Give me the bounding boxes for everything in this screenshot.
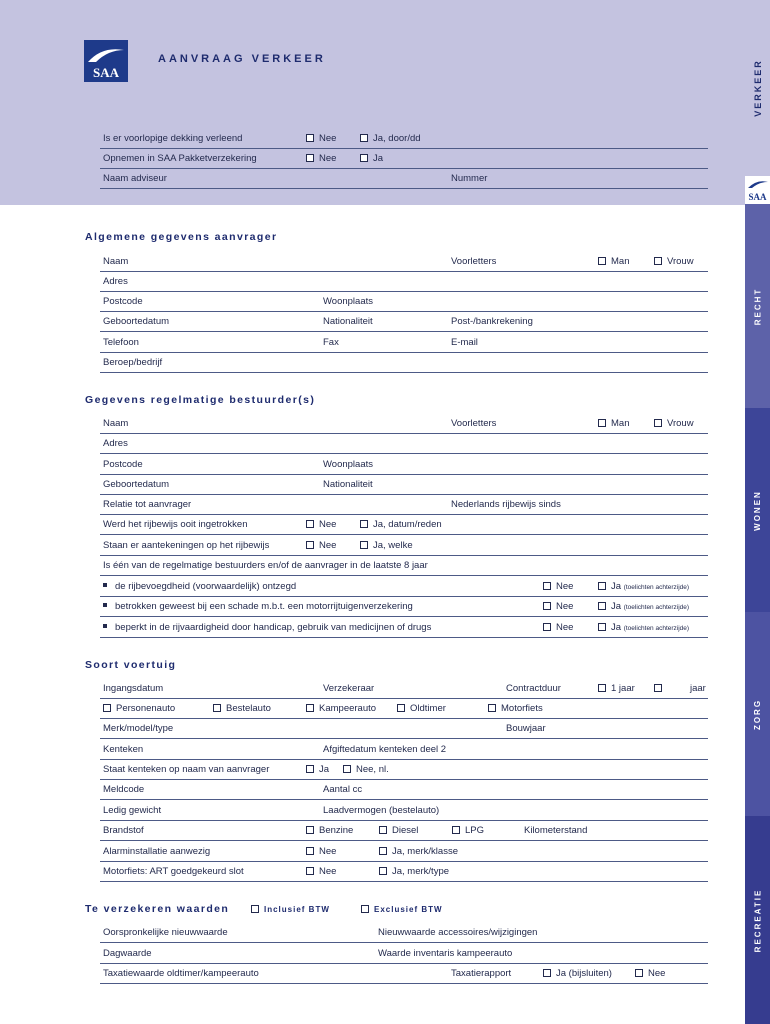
form-row-geboortedatum[interactable]: Geboortedatum Nationaliteit [100, 475, 708, 495]
form-row-art-slot[interactable]: Motorfiets: ART goedgekeurd slot Nee Ja, merk/type [100, 862, 708, 882]
form-row-brandstof[interactable]: Brandstof Benzine Diesel LPG Kilometerstand [100, 821, 708, 841]
form-row-voertuigtype [100, 699, 708, 719]
form-row-schade: betrokken geweest bij een schade m.b.t. een motorrijtuigenverzekering Nee Ja (toelichten achterzijde) [100, 597, 708, 617]
checkbox-ja[interactable]: Ja (toelichten achterzijde) [598, 622, 689, 633]
checkbox-nee[interactable]: Nee [543, 581, 573, 592]
form-row-merk[interactable]: Merk/model/type Bouwjaar [100, 719, 708, 739]
checkbox-bestelauto[interactable]: Bestelauto [213, 703, 271, 714]
form-row-adres[interactable]: Adres [100, 434, 708, 454]
checkbox-ja[interactable]: Ja [360, 153, 383, 164]
checkbox-nee[interactable]: Nee [306, 540, 336, 551]
checkbox-nee[interactable]: Nee [306, 153, 336, 164]
checkbox-nee[interactable]: Nee [543, 601, 573, 612]
form-row-pakketverzekering: Opnemen in SAA Pakketverzekering Nee Ja [100, 149, 708, 169]
checkbox-ja-merk-klasse[interactable]: Ja, merk/klasse [379, 846, 458, 857]
svg-text:SAA: SAA [92, 65, 120, 80]
checkbox-nee[interactable]: Nee [306, 866, 336, 877]
form-row-ingetrokken[interactable]: Werd het rijbewijs ooit ingetrokken Nee Ja, datum/reden [100, 515, 708, 535]
section-title-voertuig: Soort voertuig [85, 659, 177, 671]
tab-recht[interactable]: RECHT [745, 204, 770, 408]
checkbox-nee[interactable]: Nee [306, 133, 336, 144]
form-row-telefoon[interactable]: Telefoon Fax E-mail [100, 333, 708, 353]
checkbox-ja-welke[interactable]: Ja, welke [360, 540, 413, 551]
form-row-nieuwwaarde[interactable]: Oorspronkelijke nieuwwaarde Nieuwwaarde accessoires/wijzigingen [100, 923, 708, 943]
checkbox-diesel[interactable]: Diesel [379, 825, 418, 836]
form-row-kenteken[interactable]: Kenteken Afgiftedatum kenteken deel 2 [100, 740, 708, 760]
form-row-relatie[interactable]: Relatie tot aanvrager Nederlands rijbewijs sinds [100, 495, 708, 515]
checkbox-ja-door[interactable]: Ja, door/dd [360, 133, 421, 144]
section-title-bestuurder: Gegevens regelmatige bestuurder(s) [85, 394, 316, 406]
checkbox-man[interactable]: Man [598, 256, 629, 267]
saa-small-logo [745, 176, 770, 204]
tab-recreatie[interactable]: RECREATIE [745, 816, 770, 1024]
checkbox-nee[interactable]: Nee [543, 622, 573, 633]
checkbox-kampeerauto[interactable]: Kampeerauto [306, 703, 376, 714]
form-row-naam[interactable]: Naam Voorletters Man Vrouw [100, 414, 708, 434]
section-title-aanvrager: Algemene gegevens aanvrager [85, 231, 278, 243]
form-row-vraag: Is één van de regelmatige bestuurders en/of de aanvrager in de laatste 8 jaar [100, 556, 708, 576]
bullet-icon [103, 583, 107, 587]
tab-verkeer[interactable]: VERKEER [745, 0, 770, 176]
form-row-adres[interactable]: Adres [100, 272, 708, 292]
checkbox-ja-bijsluiten[interactable]: Ja (bijsluiten) [543, 968, 612, 979]
checkbox-personenauto[interactable]: Personenauto [103, 703, 175, 714]
checkbox-ja[interactable]: Ja [306, 764, 329, 775]
form-row-meldcode[interactable]: Meldcode Aantal cc [100, 780, 708, 800]
checkbox-nee-nl[interactable]: Nee, nl. [343, 764, 389, 775]
checkbox-inclusief-btw[interactable]: Inclusief BTW [251, 905, 330, 914]
form-row-taxatie[interactable]: Taxatiewaarde oldtimer/kampeerauto Taxatierapport Ja (bijsluiten) Nee [100, 964, 708, 984]
checkbox-ja[interactable]: Ja (toelichten achterzijde) [598, 581, 689, 592]
checkbox-1-jaar[interactable]: 1 jaar [598, 683, 635, 694]
form-row-geboortedatum[interactable]: Geboortedatum Nationaliteit Post-/bankrekening [100, 312, 708, 332]
form-row-ontzegd: de rijbevoegdheid (voorwaardelijk) ontzegd Nee Ja (toelichten achterzijde) [100, 577, 708, 597]
form-row-gewicht[interactable]: Ledig gewicht Laadvermogen (bestelauto) [100, 801, 708, 821]
checkbox-ja-datum[interactable]: Ja, datum/reden [360, 519, 442, 530]
checkbox-nee[interactable]: Nee [635, 968, 665, 979]
svg-text:SAA: SAA [748, 192, 767, 202]
checkbox-vrouw[interactable]: Vrouw [654, 418, 694, 429]
form-row-naam[interactable]: Naam Voorletters Man Vrouw [100, 252, 708, 272]
form-row-postcode[interactable]: Postcode Woonplaats [100, 292, 708, 312]
checkbox-man[interactable]: Man [598, 418, 629, 429]
saa-logo [84, 40, 128, 82]
form-row-alarm[interactable]: Alarminstallatie aanwezig Nee Ja, merk/klasse [100, 842, 708, 862]
checkbox-nee[interactable]: Nee [306, 846, 336, 857]
form-row-aantekeningen[interactable]: Staan er aantekeningen op het rijbewijs Nee Ja, welke [100, 536, 708, 556]
form-row-beroep[interactable]: Beroep/bedrijf [100, 353, 708, 373]
header-band [0, 0, 745, 205]
checkbox-motorfiets[interactable]: Motorfiets [488, 703, 543, 714]
form-row-voorlopige-dekking: Is er voorlopige dekking verleend Nee Ja, door/dd [100, 129, 708, 149]
checkbox-vrouw[interactable]: Vrouw [654, 256, 694, 267]
checkbox-lpg[interactable]: LPG [452, 825, 484, 836]
document-title: AANVRAAG VERKEER [158, 53, 326, 65]
form-row-beperkt: beperkt in de rijvaardigheid door handicap, gebruik van medicijnen of drugs Nee Ja (toelichten achterzijde) [100, 618, 708, 638]
form-row-dagwaarde[interactable]: Dagwaarde Waarde inventaris kampeerauto [100, 944, 708, 964]
checkbox-oldtimer[interactable]: Oldtimer [397, 703, 446, 714]
checkbox-benzine[interactable]: Benzine [306, 825, 353, 836]
bullet-icon [103, 624, 107, 628]
sidebar-tabs [745, 0, 770, 1024]
section-title-waarden: Te verzekeren waarden [85, 903, 230, 915]
checkbox-ja-merk-type[interactable]: Ja, merk/type [379, 866, 449, 877]
form-row-ingangsdatum[interactable]: Ingangsdatum Verzekeraar Contractduur 1 jaar jaar [100, 679, 708, 699]
checkbox-nee[interactable]: Nee [306, 519, 336, 530]
form-row-adviseur[interactable]: Naam adviseur Nummer [100, 169, 708, 189]
checkbox-other-term[interactable] [654, 683, 667, 694]
form-row-postcode[interactable]: Postcode Woonplaats [100, 455, 708, 475]
bullet-icon [103, 603, 107, 607]
tab-zorg[interactable]: ZORG [745, 612, 770, 816]
tab-wonen[interactable]: WONEN [745, 408, 770, 612]
checkbox-exclusief-btw[interactable]: Exclusief BTW [361, 905, 443, 914]
form-row-kenteken-naam[interactable]: Staat kenteken op naam van aanvrager Ja Nee, nl. [100, 760, 708, 780]
checkbox-ja[interactable]: Ja (toelichten achterzijde) [598, 601, 689, 612]
